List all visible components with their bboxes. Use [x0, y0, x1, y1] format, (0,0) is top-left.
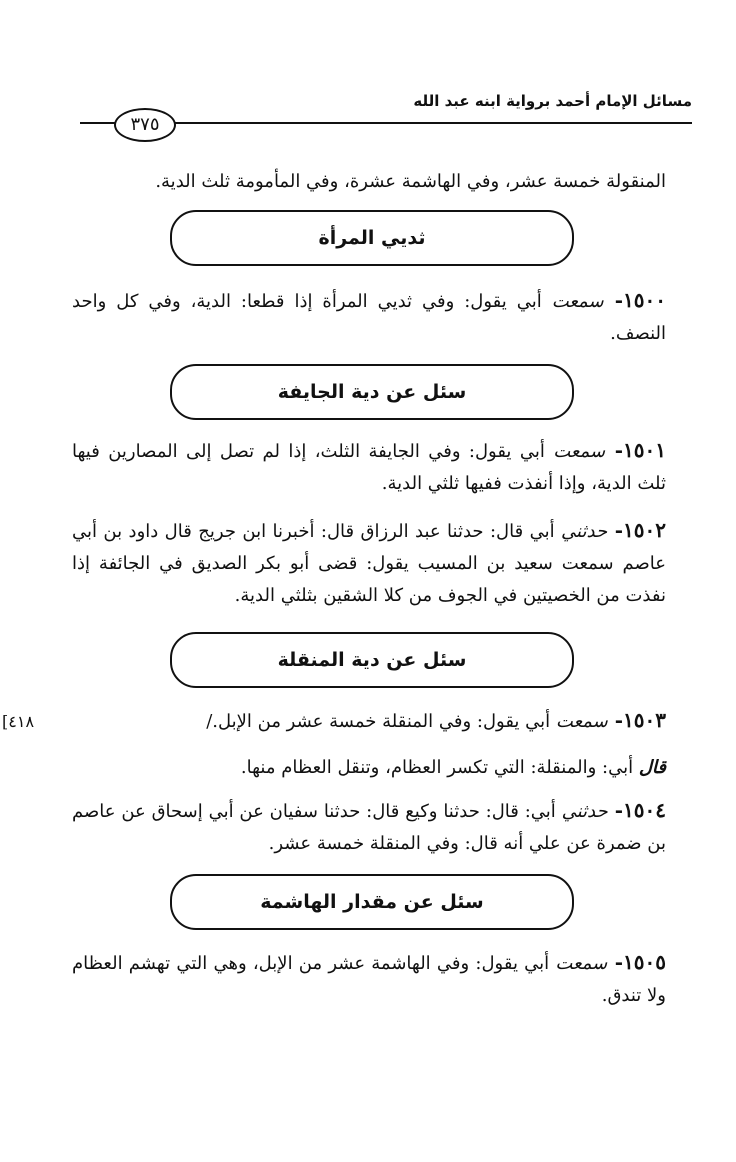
paragraph-1501 — [72, 434, 666, 500]
qal-text: أبي: والمنقلة: التي تكسر العظام، وتنقل العظام منها. — [240, 757, 634, 778]
paragraph-1500 — [72, 284, 666, 350]
number-dash: - — [607, 518, 624, 542]
hadith-text: أبي يقول: وفي الهاشمة عشر من الإبل، وهي التي تهشم العظام ولا تندق. — [72, 953, 666, 1006]
hadith-number: ١٥٠٥ — [623, 950, 666, 974]
number-dash: - — [603, 288, 624, 312]
transmission-verb: سمعت — [551, 291, 604, 312]
hadith-number: ١٥٠٣ — [623, 708, 666, 732]
paragraph-1502 — [72, 514, 666, 612]
hadith-text: أبي يقول: وفي المنقلة خمسة عشر من الإبل./ — [206, 711, 551, 732]
transmission-verb: حدثني — [561, 521, 608, 542]
running-header-title: مسائل الإمام أحمد برواية ابنه عبد الله — [413, 92, 692, 110]
intro-text: المنقولة خمسة عشر، وفي الهاشمة عشرة، وفي المأمومة ثلث الدية. — [155, 171, 666, 192]
hadith-number: ١٥٠٤ — [623, 798, 666, 822]
section-heading-4: سئل عن مقدار الهاشمة — [170, 874, 574, 930]
section-heading-2: سئل عن دية الجايفة — [170, 364, 574, 420]
hadith-number: ١٥٠١ — [623, 438, 667, 462]
paragraph-1505 — [72, 946, 666, 1012]
number-dash: - — [607, 708, 624, 732]
transmission-verb: سمعت — [555, 711, 608, 732]
paragraph-qal — [72, 752, 666, 784]
transmission-verb: حدثني — [561, 801, 608, 822]
section-heading-3: سئل عن دية المنقلة — [170, 632, 574, 688]
hadith-text: أبي: قال: حدثنا وكيع قال: حدثنا سفيان عن أبي إسحاق عن عاصم بن ضمرة عن علي أنه قال: وفي المنقلة خمسة عشر. — [72, 801, 666, 854]
qal-lead: قال — [638, 757, 666, 778]
hadith-text: أبي يقول: وفي ثديي المرأة إذا قطعا: الدية، وفي كل واحد النصف. — [72, 291, 666, 344]
transmission-verb: سمعت — [553, 441, 606, 462]
intro-paragraph — [80, 166, 666, 198]
page-number: ٣٧٥ — [114, 108, 176, 142]
section-heading-1: ثديي المرأة — [170, 210, 574, 266]
number-dash: - — [607, 950, 624, 974]
transmission-verb: سمعت — [555, 953, 608, 974]
paragraph-1504 — [72, 794, 666, 860]
hadith-text: أبي قال: حدثنا عبد الرزاق قال: أخبرنا ابن جريج قال داود بن أبي عاصم سمعت سعيد بن المسيب يقول: قضى أبو بكر الصديق في الجائفة إذا نفذت من الخصيتين في الجوف من كلا الشقين بثلثي الدية. — [72, 521, 666, 606]
margin-folio-marker: [٤١٨ — [2, 712, 35, 731]
hadith-number: ١٥٠٢ — [623, 518, 667, 542]
paragraph-1503 — [72, 704, 666, 738]
number-dash: - — [605, 438, 624, 462]
number-dash: - — [607, 798, 624, 822]
hadith-number: ١٥٠٠ — [623, 288, 666, 312]
hadith-text: أبي يقول: وفي الجايفة الثلث، إذا لم تصل إلى المصارين فيها ثلث الدية، وإذا أنفذت ففيها ثلثي الدية. — [72, 441, 666, 494]
